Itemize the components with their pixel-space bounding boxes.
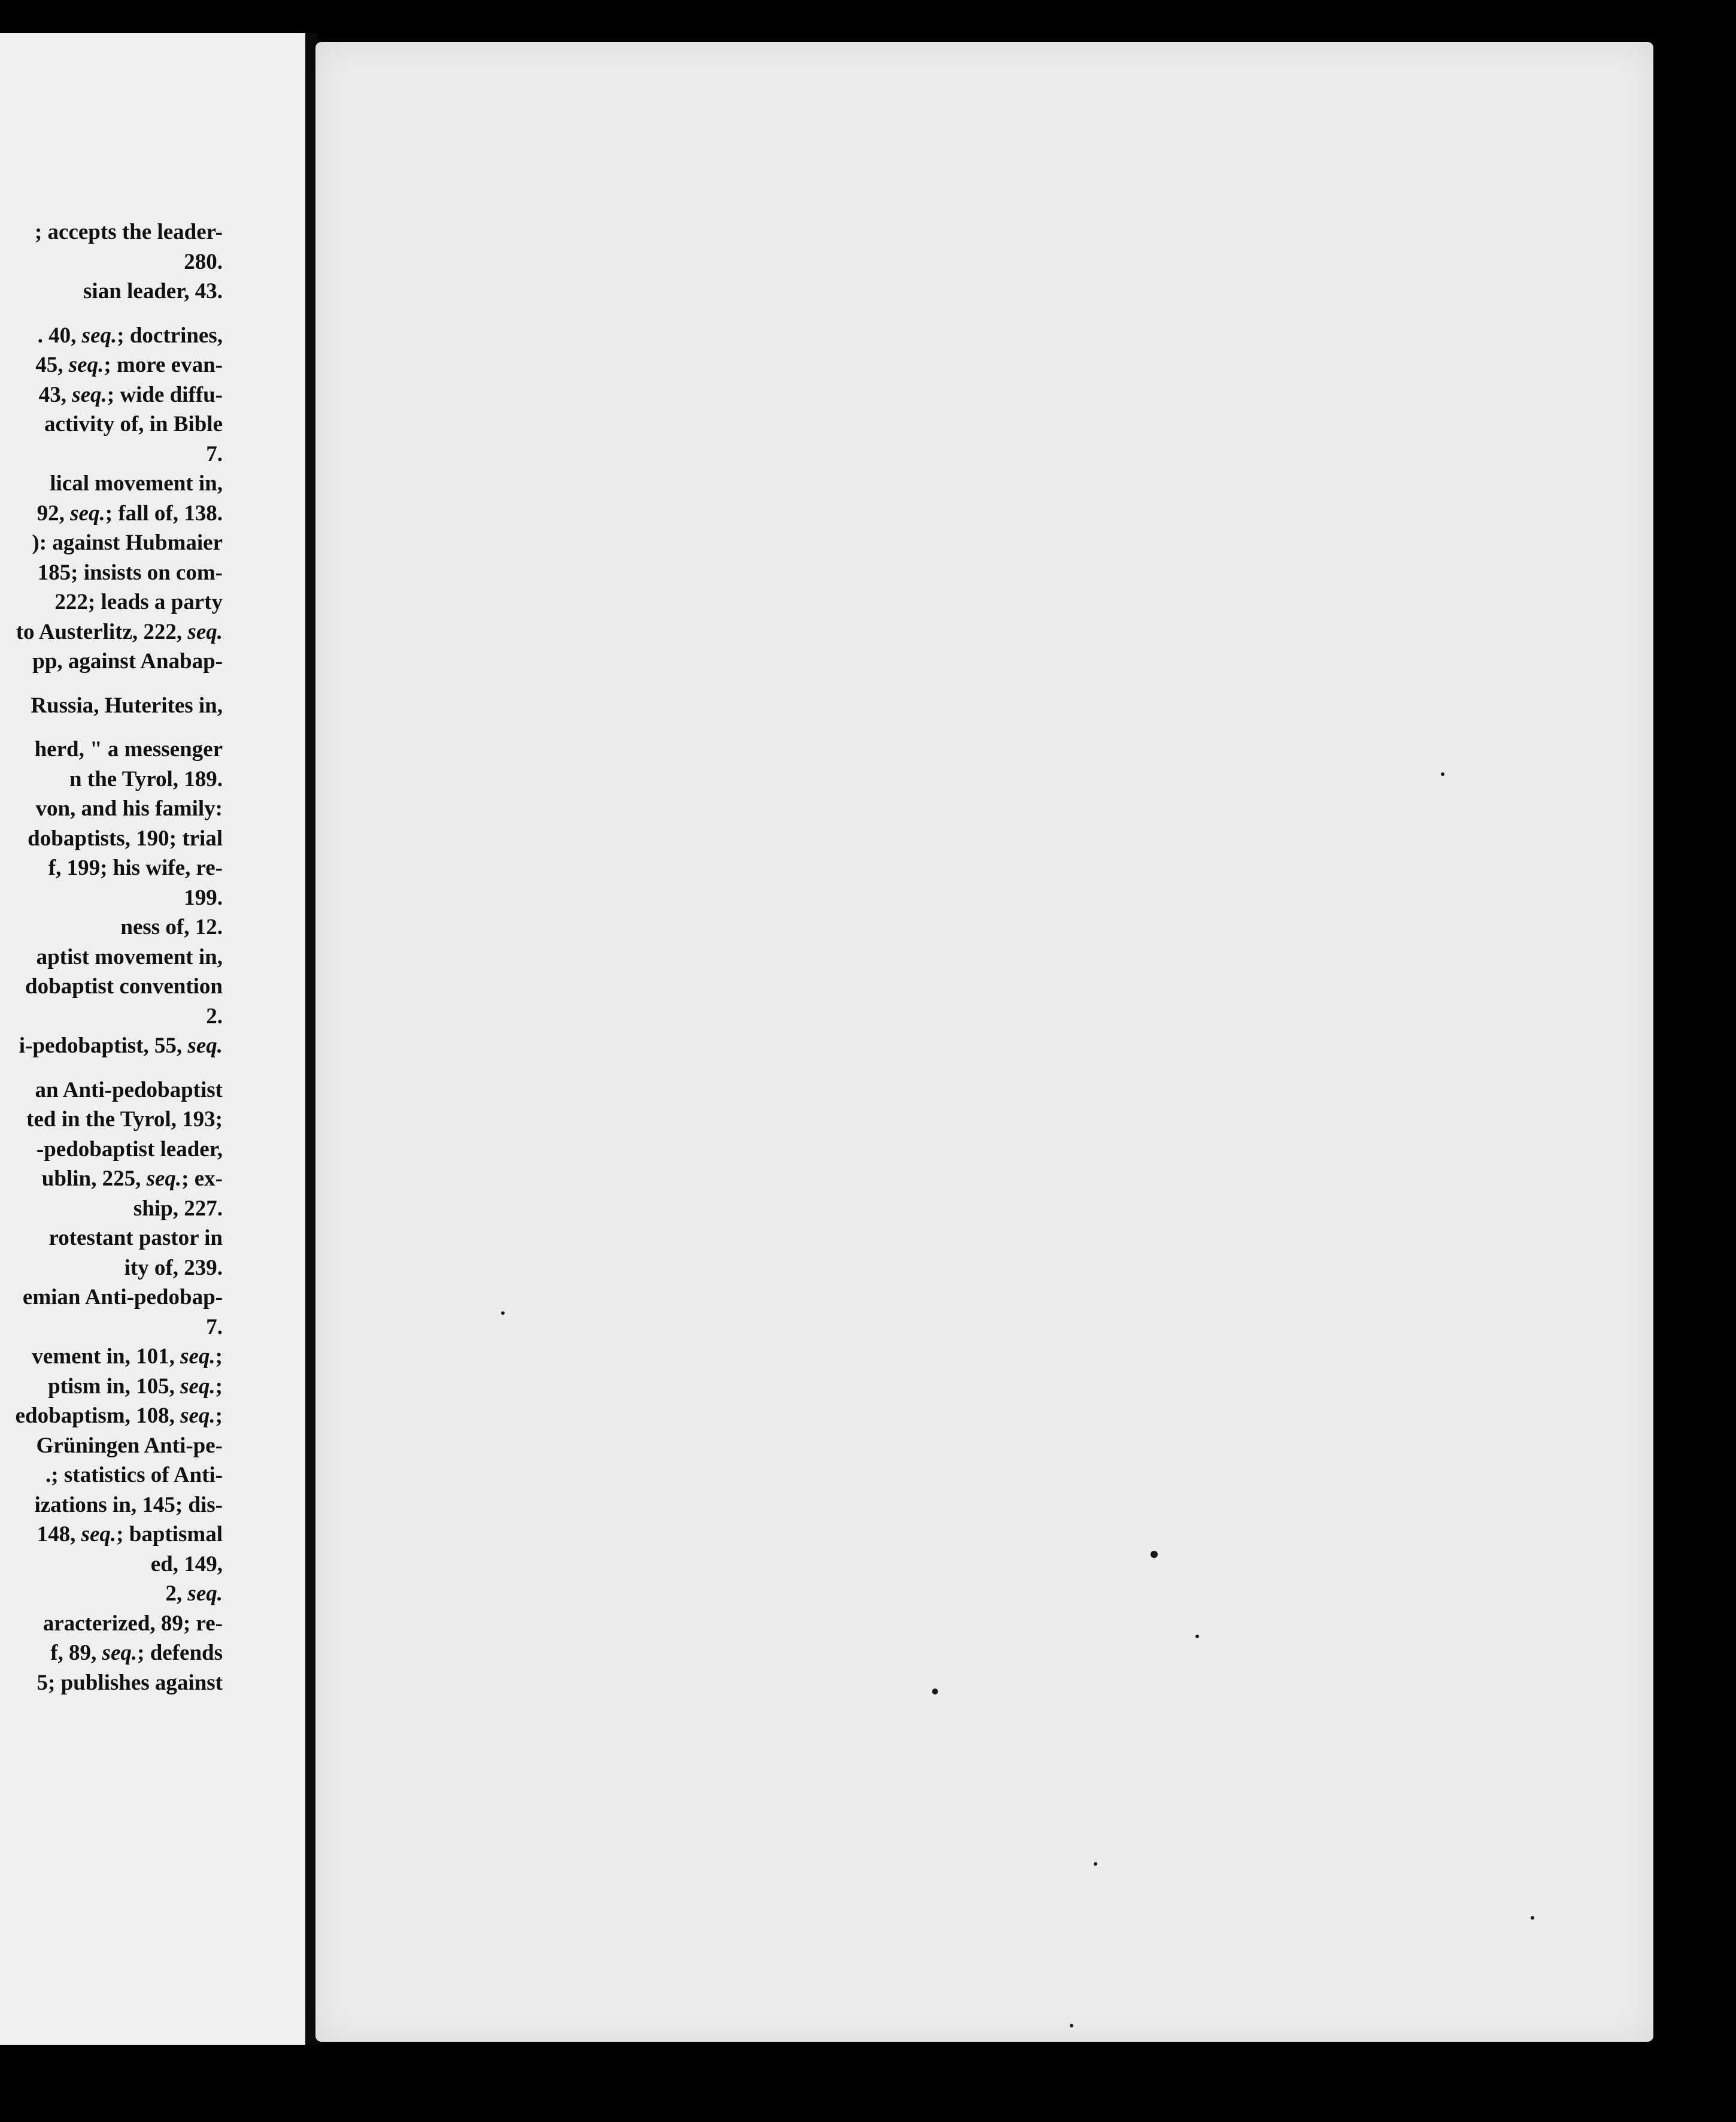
line-gap [0, 307, 223, 321]
index-line: dobaptists, 190; trial [28, 826, 223, 851]
index-line: ): against Hubmaier [32, 530, 223, 555]
index-line: 280. [184, 249, 223, 274]
index-line: Russia, Huterites in, [31, 693, 223, 718]
index-line: lical movement in, [50, 471, 223, 496]
index-line: n the Tyrol, 189. [69, 766, 223, 792]
speck [932, 1688, 938, 1694]
index-line: 222; leads a party [54, 590, 223, 614]
index-line: rotestant pastor in [48, 1226, 223, 1250]
index-line: ; accepts the leader- [34, 220, 223, 244]
index-line: 2. [206, 1004, 223, 1029]
index-line: an Anti-pedobaptist [35, 1077, 223, 1102]
index-line: 2, seq. [165, 1581, 223, 1606]
index-line: 5; publishes against [37, 1670, 223, 1695]
index-line: ity of, 239. [124, 1255, 223, 1280]
index-line: 7. [206, 441, 223, 466]
index-line: 199. [184, 885, 223, 910]
right-page-blank [315, 42, 1653, 2042]
line-gap [0, 1061, 223, 1075]
index-line: ship, 227. [133, 1196, 223, 1221]
index-line: 45, seq.; more evan- [35, 353, 223, 377]
index-text [0, 217, 223, 1697]
index-line: f, 89, seq.; defends [50, 1641, 223, 1665]
index-line: -pedobaptist leader, [36, 1136, 223, 1162]
index-line: ness of, 12. [120, 915, 223, 939]
index-line: to Austerlitz, 222, seq. [16, 619, 223, 644]
index-line: .; statistics of Anti- [45, 1463, 223, 1487]
index-line: 92, seq.; fall of, 138. [37, 501, 223, 526]
index-line: dobaptist convention [25, 974, 223, 999]
left-page [0, 33, 305, 2045]
index-line: pp, against Anabap- [32, 649, 223, 674]
speck [1070, 2024, 1073, 2027]
speck [1195, 1635, 1199, 1638]
speck [1151, 1551, 1158, 1558]
index-line: emian Anti-pedobap- [22, 1285, 223, 1309]
index-line: ptism in, 105, seq.; [48, 1374, 223, 1399]
speck [501, 1311, 505, 1315]
index-line: aptist movement in, [36, 944, 223, 969]
index-line: izations in, 145; dis- [34, 1492, 223, 1517]
line-gap [0, 677, 223, 691]
index-line: i-pedobaptist, 55, seq. [19, 1033, 223, 1058]
index-line: f, 199; his wife, re- [48, 856, 223, 880]
index-line: ed, 149, [150, 1551, 223, 1577]
speck [1094, 1862, 1097, 1866]
index-line: 185; insists on com- [37, 560, 223, 585]
index-line: herd, " a messenger [34, 737, 223, 762]
index-line: Grüningen Anti-pe- [36, 1433, 223, 1458]
index-line: von, and his family: [35, 796, 223, 821]
speck [1531, 1916, 1534, 1920]
index-line: ted in the Tyrol, 193; [26, 1107, 223, 1132]
index-line: 7. [206, 1314, 223, 1339]
speck [1441, 772, 1444, 776]
index-line: 148, seq.; baptismal [37, 1522, 223, 1547]
index-line: aracterized, 89; re- [43, 1611, 223, 1636]
index-line: activity of, in Bible [44, 412, 223, 436]
line-gap [0, 720, 223, 735]
index-line: sian leader, 43. [83, 279, 223, 304]
index-line: . 40, seq.; doctrines, [37, 323, 223, 348]
index-line: ublin, 225, seq.; ex- [41, 1166, 223, 1191]
index-line: 43, seq.; wide diffu- [38, 382, 223, 407]
index-line: edobaptism, 108, seq.; [15, 1403, 223, 1428]
index-line: vement in, 101, seq.; [32, 1344, 223, 1369]
